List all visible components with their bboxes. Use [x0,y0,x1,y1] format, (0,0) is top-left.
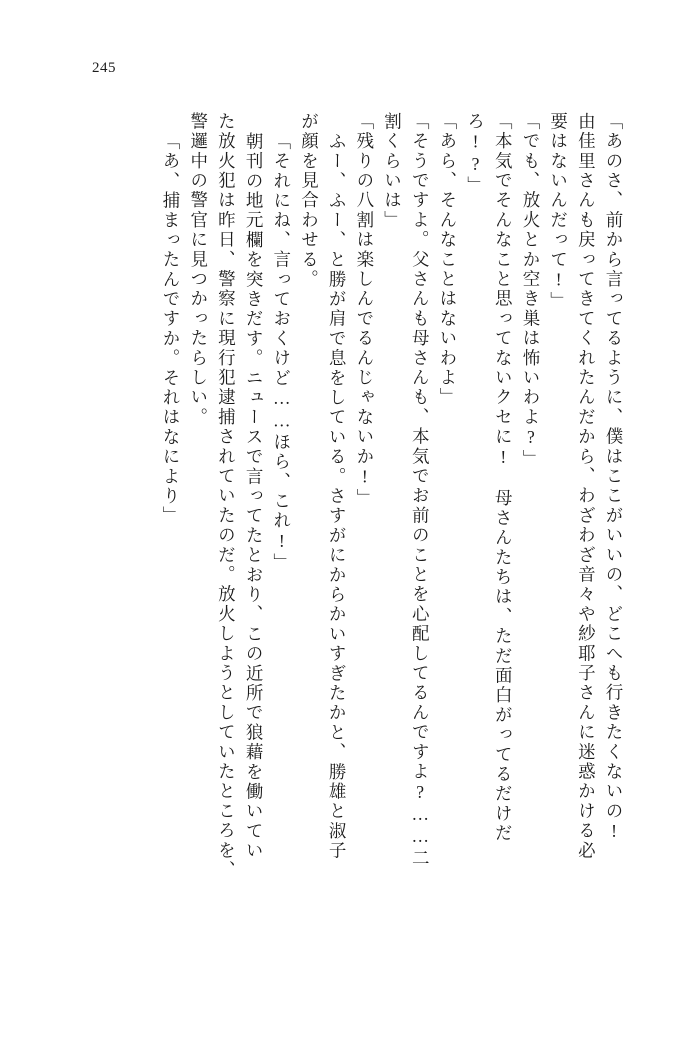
text-line: 「あ、捕まったんですか。それはなにより」 [161,132,181,526]
page-number: 245 [92,60,116,76]
text-line: 「それにね、言っておくけど……ほら、これ!」 [271,132,292,573]
text-line: ろ!?」 [465,112,486,196]
text-line: 要はないんだって!」 [548,112,569,312]
text-line: 「でも、放火とか空き巣は怖いわよ?」 [520,112,541,470]
text-line: 警邏中の警官に見つかったらしい。 [188,112,209,428]
text-line: 「そうですよ。父さんも母さんも、本気でお前のことを心配してるんですよ?……二 [410,112,431,869]
text-line: が顔を見合わせる。 [299,112,320,290]
text-line: 由佳里さんも戻ってきてくれたんだから、わざわざ音々や紗耶子さんに迷惑かける必 [576,112,597,861]
text-line: 朝刊の地元欄を突きだす。ニュースで言ってたとおり、この近所で狼藉を働いてい [244,132,265,861]
text-line: 「本気でそんなこと思ってないクセに! 母さんたちは、ただ面白がってるだけだ [493,112,514,844]
text-line: た放火犯は昨日、警察に現行犯逮捕されていたのだ。放火しようとしていたところを、 [216,112,237,881]
text-line: 「あのさ、前から言ってるように、僕はここがいいの、どこへも行きたくないの! [604,112,624,844]
text-line: 「あら、そんなことはないわよ」 [437,112,458,408]
text-line: 割くらいは」 [382,112,403,231]
vertical-text-block [76,112,622,962]
text-line: 「残りの八割は楽しんでるんじゃないか!」 [354,112,375,509]
text-line: ふー、ふー、と勝が肩で息をしている。さすがにからかいすぎたかと、勝雄と淑子 [327,132,348,861]
